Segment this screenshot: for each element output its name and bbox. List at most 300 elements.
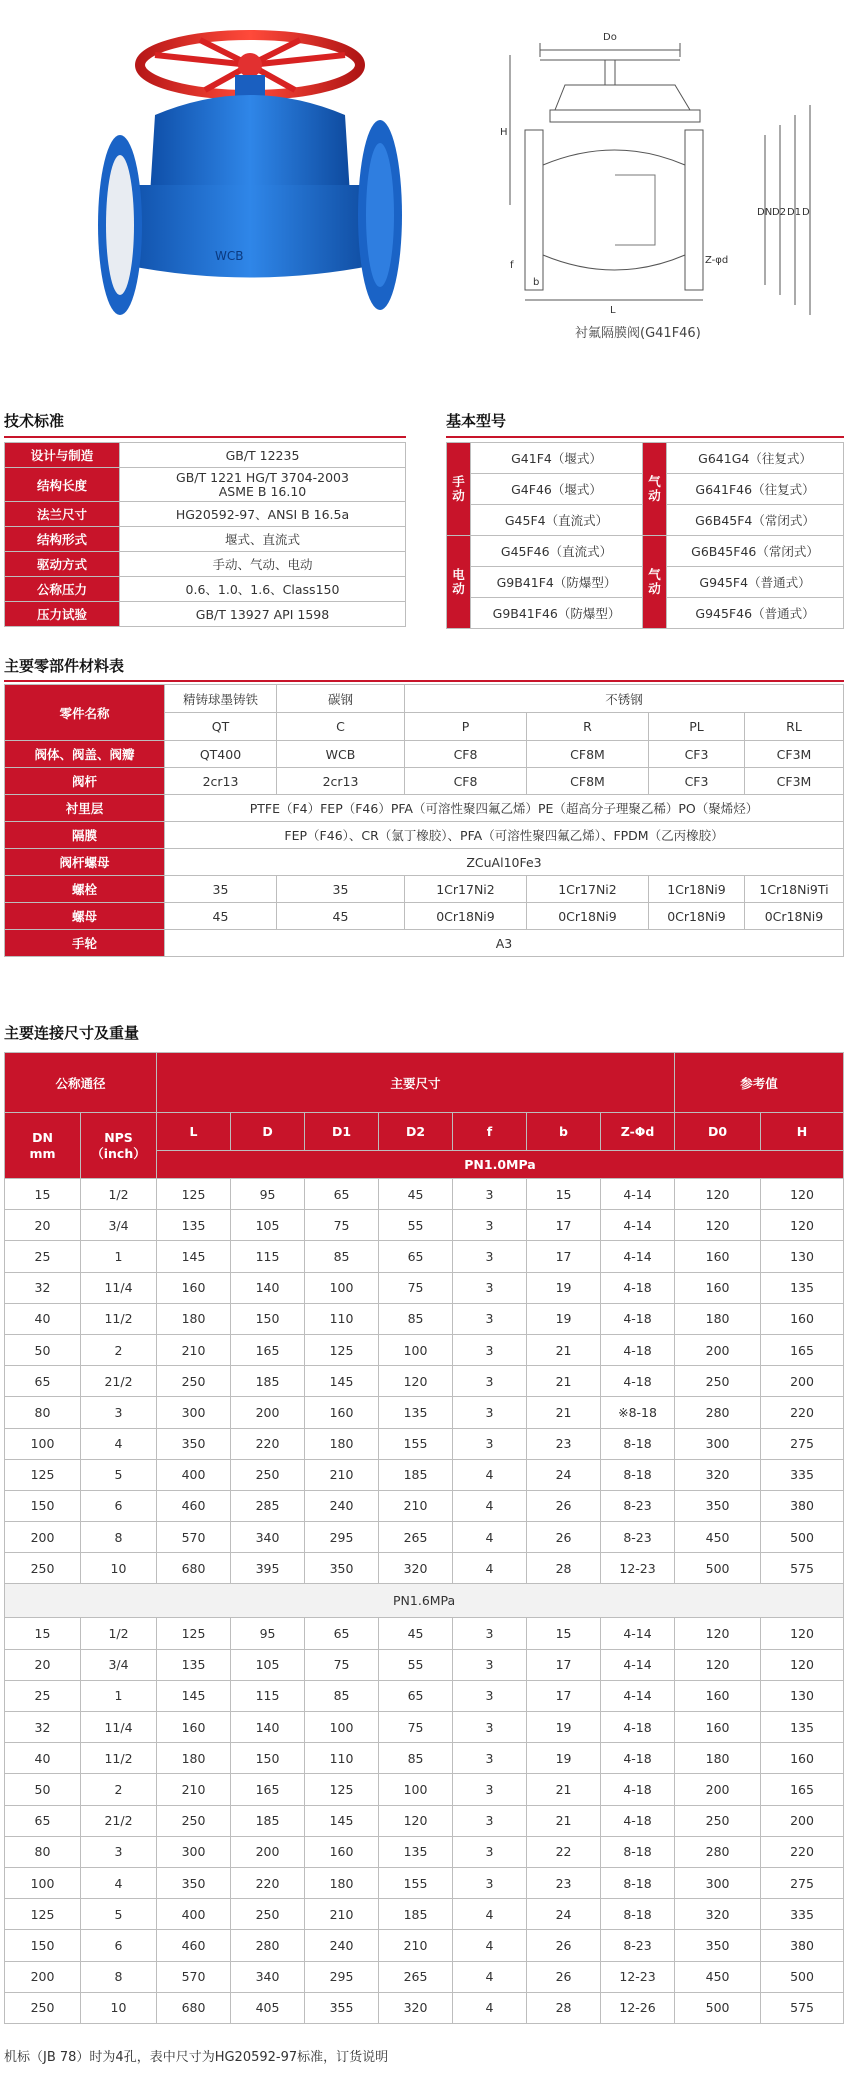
dim-cell: 160 (305, 1836, 379, 1867)
dim-cell: 4-14 (601, 1680, 675, 1711)
dim-cell: 460 (157, 1490, 231, 1521)
dim-cell: 180 (157, 1303, 231, 1334)
nps-cell: 21/2 (81, 1805, 157, 1836)
dim-cell: 200 (761, 1366, 844, 1397)
dim-cell: 160 (157, 1712, 231, 1743)
dim-cell: 110 (305, 1303, 379, 1334)
d2-label: D2 (772, 207, 787, 218)
main-dims-header: 主要尺寸 (157, 1053, 675, 1113)
dn-cell: 32 (5, 1272, 81, 1303)
table-row (5, 1961, 844, 1992)
models-table (446, 442, 844, 629)
ref-header: 参考值 (675, 1053, 844, 1113)
section-drawing (495, 15, 825, 315)
table-row (5, 1930, 844, 1961)
col-header: f (453, 1113, 527, 1151)
dim-cell: 110 (305, 1743, 379, 1774)
dim-cell: 3 (453, 1836, 527, 1867)
nps-cell: 1/2 (81, 1618, 157, 1649)
pn1-body (5, 1179, 844, 1584)
dim-cell: 185 (379, 1459, 453, 1490)
carbon-header: 碳钢 (277, 685, 405, 713)
dn-cell: 15 (5, 1618, 81, 1649)
dim-cell: 135 (379, 1836, 453, 1867)
material-key: 阀体、阀盖、阀瓣 (5, 741, 165, 768)
dim-cell: 4-14 (601, 1210, 675, 1241)
material-cell: 1Cr17Ni2 (527, 876, 649, 903)
dn-cell: 40 (5, 1303, 81, 1334)
dim-cell: 450 (675, 1961, 761, 1992)
dim-cell: 185 (379, 1899, 453, 1930)
dim-cell: 4 (453, 1553, 527, 1584)
table-row (5, 1899, 844, 1930)
drawing-caption: 衬氟隔膜阀(G41F46) (575, 326, 701, 341)
code-cell: P (405, 713, 527, 741)
nps-cell: 5 (81, 1459, 157, 1490)
dim-cell: 17 (527, 1210, 601, 1241)
dn-cell: 200 (5, 1961, 81, 1992)
dim-cell: 180 (157, 1743, 231, 1774)
diaphragm-value: FEP（F46）、CR（氯丁橡胶）、PFA（可溶性聚四氟乙烯）、FPDM（乙丙橡胶） (165, 822, 844, 849)
material-cell: 0Cr18Ni9 (745, 903, 844, 930)
dim-cell: 4-18 (601, 1366, 675, 1397)
dim-cell: 4-14 (601, 1179, 675, 1210)
dn-cell: 125 (5, 1459, 81, 1490)
material-cell: QT400 (165, 741, 277, 768)
dim-cell: 4-18 (601, 1303, 675, 1334)
material-cell: CF8M (527, 741, 649, 768)
material-key: 阀杆 (5, 768, 165, 795)
dim-cell: 275 (761, 1428, 844, 1459)
dim-cell: 21 (527, 1805, 601, 1836)
dim-cell: 160 (761, 1303, 844, 1334)
materials-line (4, 680, 844, 682)
dn-cell: 250 (5, 1992, 81, 2023)
table-row (5, 1179, 844, 1210)
nps-cell: 11/2 (81, 1303, 157, 1334)
dim-cell: 200 (675, 1774, 761, 1805)
table-row (5, 1241, 844, 1272)
dim-cell: 4-18 (601, 1334, 675, 1365)
dim-cell: 19 (527, 1712, 601, 1743)
nps-cell: 3/4 (81, 1210, 157, 1241)
dim-cell: 210 (305, 1899, 379, 1930)
material-cell: 45 (165, 903, 277, 930)
dim-cell: 3 (453, 1210, 527, 1241)
material-cell: CF8 (405, 768, 527, 795)
dim-cell: 500 (675, 1553, 761, 1584)
dim-cell: 8-18 (601, 1459, 675, 1490)
material-cell: 35 (165, 876, 277, 903)
dim-cell: 160 (675, 1680, 761, 1711)
dim-cell: 340 (231, 1522, 305, 1553)
model-item: G45F4（直流式） (471, 505, 643, 536)
nps-cell: 11/4 (81, 1272, 157, 1303)
dim-cell: 3 (453, 1179, 527, 1210)
dim-cell: 3 (453, 1366, 527, 1397)
dim-cell: 65 (305, 1618, 379, 1649)
table-row (5, 1397, 844, 1428)
table-row (5, 1522, 844, 1553)
dim-cell: 350 (305, 1553, 379, 1584)
dim-cell: 240 (305, 1930, 379, 1961)
dim-cell: 21 (527, 1774, 601, 1805)
dim-cell: 65 (305, 1179, 379, 1210)
model-item: G945F4（普通式） (667, 567, 844, 598)
dim-cell: 4 (453, 1930, 527, 1961)
dim-cell: 150 (231, 1743, 305, 1774)
code-cell: C (277, 713, 405, 741)
dim-cell: 165 (231, 1774, 305, 1805)
dim-cell: 26 (527, 1490, 601, 1521)
dim-cell: 8-18 (601, 1428, 675, 1459)
diaphragm-key: 隔膜 (5, 822, 165, 849)
dim-cell: 200 (761, 1805, 844, 1836)
dim-cell: 300 (157, 1397, 231, 1428)
dim-cell: 210 (157, 1774, 231, 1805)
dim-cell: 85 (305, 1241, 379, 1272)
dim-cell: 280 (231, 1930, 305, 1961)
col-header: H (761, 1113, 844, 1151)
dim-cell: 145 (157, 1680, 231, 1711)
table-row (5, 1553, 844, 1584)
table-row (5, 1334, 844, 1365)
dim-cell: 130 (761, 1241, 844, 1272)
nps-cell: 11/4 (81, 1712, 157, 1743)
material-cell: 1Cr18Ni9Ti (745, 876, 844, 903)
pneumatic-label: 气动 (643, 536, 667, 629)
dim-cell: 130 (761, 1680, 844, 1711)
dim-cell: 200 (231, 1397, 305, 1428)
dim-cell: 4-18 (601, 1712, 675, 1743)
dim-cell: 350 (157, 1867, 231, 1898)
dn-cell: 20 (5, 1210, 81, 1241)
dn-cell: 80 (5, 1836, 81, 1867)
dim-cell: 120 (675, 1210, 761, 1241)
dim-cell: 23 (527, 1428, 601, 1459)
dim-cell: 21 (527, 1334, 601, 1365)
dim-cell: 100 (305, 1712, 379, 1743)
dim-cell: 85 (379, 1303, 453, 1334)
nps-cell: 11/2 (81, 1743, 157, 1774)
dim-cell: 250 (157, 1805, 231, 1836)
dim-cell: 240 (305, 1490, 379, 1521)
dim-cell: 295 (305, 1961, 379, 1992)
model-item: G9B41F4（防爆型） (471, 567, 643, 598)
tech-key: 公称压力 (5, 577, 120, 602)
dim-cell: 75 (379, 1712, 453, 1743)
code-cell: PL (649, 713, 745, 741)
material-cell: CF8 (405, 741, 527, 768)
dim-cell: 15 (527, 1618, 601, 1649)
dim-cell: 350 (675, 1490, 761, 1521)
dim-cell: 570 (157, 1961, 231, 1992)
dim-cell: 210 (305, 1459, 379, 1490)
dn-cell: 65 (5, 1366, 81, 1397)
dim-cell: 210 (379, 1930, 453, 1961)
dim-cell: 105 (231, 1210, 305, 1241)
dim-cell: 200 (231, 1836, 305, 1867)
dim-cell: 3 (453, 1680, 527, 1711)
dim-cell: 4 (453, 1992, 527, 2023)
dim-cell: 160 (675, 1272, 761, 1303)
dim-cell: 680 (157, 1553, 231, 1584)
tech-key: 结构长度 (5, 468, 120, 502)
dim-cell: 280 (675, 1836, 761, 1867)
h-label: H (500, 127, 508, 138)
model-item: G945F46（普通式） (667, 598, 844, 629)
dim-cell: 3 (453, 1303, 527, 1334)
table-row (5, 1490, 844, 1521)
dim-cell: 460 (157, 1930, 231, 1961)
dim-cell: 145 (305, 1805, 379, 1836)
pneumatic-label: 气动 (643, 443, 667, 536)
dim-cell: 405 (231, 1992, 305, 2023)
dim-cell: 320 (675, 1899, 761, 1930)
table-row (5, 1303, 844, 1334)
dim-cell: 4-18 (601, 1805, 675, 1836)
dim-cell: 250 (157, 1366, 231, 1397)
table-row (5, 1774, 844, 1805)
model-item: G6B45F46（常闭式） (667, 536, 844, 567)
dim-cell: 140 (231, 1712, 305, 1743)
model-item: G6B45F4（常闭式） (667, 505, 844, 536)
handwheel-key: 手轮 (5, 930, 165, 957)
dim-cell: 22 (527, 1836, 601, 1867)
dim-cell: 45 (379, 1179, 453, 1210)
dim-cell: 4-14 (601, 1649, 675, 1680)
table-row (5, 1272, 844, 1303)
dim-cell: 300 (675, 1428, 761, 1459)
dim-cell: 8-23 (601, 1930, 675, 1961)
dim-cell: 450 (675, 1522, 761, 1553)
nps-cell: 6 (81, 1490, 157, 1521)
dim-cell: 8-18 (601, 1836, 675, 1867)
dim-cell: 220 (761, 1397, 844, 1428)
dim-cell: 350 (675, 1930, 761, 1961)
dim-cell: 285 (231, 1490, 305, 1521)
dim-cell: 250 (231, 1459, 305, 1490)
dn-cell: 40 (5, 1743, 81, 1774)
do-label: Do (603, 32, 617, 43)
dim-cell: 12-23 (601, 1553, 675, 1584)
dim-cell: 95 (231, 1179, 305, 1210)
dim-cell: 220 (761, 1836, 844, 1867)
dim-cell: 380 (761, 1930, 844, 1961)
tech-value: GB/T 12235 (120, 443, 406, 468)
dim-cell: 17 (527, 1680, 601, 1711)
dim-cell: 320 (379, 1553, 453, 1584)
dn-cell: 15 (5, 1179, 81, 1210)
pn2-body (5, 1618, 844, 2023)
dim-cell: 23 (527, 1867, 601, 1898)
nps-cell: 10 (81, 1553, 157, 1584)
part-name-header: 零件名称 (5, 685, 165, 741)
nps-cell: 8 (81, 1522, 157, 1553)
dim-cell: 120 (379, 1366, 453, 1397)
nominal-header: 公称通径 (5, 1053, 157, 1113)
dim-cell: 4-14 (601, 1241, 675, 1272)
nps-cell: 2 (81, 1334, 157, 1365)
material-cell: CF3 (649, 768, 745, 795)
dim-cell: 160 (761, 1743, 844, 1774)
materials-title: 主要零部件材料表 (4, 657, 125, 675)
dim-cell: 150 (231, 1303, 305, 1334)
col-header: D (231, 1113, 305, 1151)
dim-cell: 3 (453, 1649, 527, 1680)
dn-cell: 100 (5, 1867, 81, 1898)
dim-cell: 120 (675, 1649, 761, 1680)
dim-cell: 400 (157, 1459, 231, 1490)
nps-cell: 3 (81, 1397, 157, 1428)
dim-cell: 220 (231, 1867, 305, 1898)
dim-cell: 135 (157, 1649, 231, 1680)
dim-cell: 500 (761, 1961, 844, 1992)
dim-cell: 28 (527, 1553, 601, 1584)
model-item: G41F4（堰式） (471, 443, 643, 474)
tech-key: 法兰尺寸 (5, 502, 120, 527)
dim-cell: 145 (305, 1366, 379, 1397)
dim-cell: 26 (527, 1522, 601, 1553)
svg-text:WCB: WCB (215, 249, 244, 263)
material-cell: CF8M (527, 768, 649, 795)
valve-photo (95, 15, 405, 330)
dn-cell: 250 (5, 1553, 81, 1584)
dim-cell: 380 (761, 1490, 844, 1521)
nps-cell: 8 (81, 1961, 157, 1992)
tech-key: 压力试验 (5, 602, 120, 627)
dim-cell: 3 (453, 1774, 527, 1805)
dim-cell: 265 (379, 1961, 453, 1992)
stainless-header: 不锈钢 (405, 685, 844, 713)
dim-cell: 15 (527, 1179, 601, 1210)
table-row (5, 1680, 844, 1711)
dim-cell: 335 (761, 1899, 844, 1930)
code-cell: RL (745, 713, 844, 741)
material-cell: WCB (277, 741, 405, 768)
tech-value: GB/T 1221 HG/T 3704-2003 ASME B 16.10 (120, 468, 406, 502)
dim-cell: 8-23 (601, 1490, 675, 1521)
dn-label: DN (757, 207, 773, 218)
dim-cell: 28 (527, 1992, 601, 2023)
dim-cell: 100 (305, 1272, 379, 1303)
dim-cell: 55 (379, 1649, 453, 1680)
dn-cell: 32 (5, 1712, 81, 1743)
dim-cell: 135 (761, 1272, 844, 1303)
material-cell: 0Cr18Ni9 (405, 903, 527, 930)
dim-cell: 180 (305, 1428, 379, 1459)
dim-cell: 21 (527, 1397, 601, 1428)
material-key: 螺母 (5, 903, 165, 930)
nps-cell: 3/4 (81, 1649, 157, 1680)
dn-cell: 25 (5, 1680, 81, 1711)
dim-cell: 4-18 (601, 1743, 675, 1774)
d-label: D (802, 207, 810, 218)
dim-cell: 320 (675, 1459, 761, 1490)
dim-cell: 8-18 (601, 1867, 675, 1898)
materials-table (4, 684, 844, 957)
material-cell: CF3M (745, 741, 844, 768)
dim-cell: 4 (453, 1899, 527, 1930)
manual-label: 手动 (447, 443, 471, 536)
tech-value: 0.6、1.0、1.6、Class150 (120, 577, 406, 602)
col-header: L (157, 1113, 231, 1151)
dim-cell: 355 (305, 1992, 379, 2023)
dn-cell: 50 (5, 1334, 81, 1365)
dim-cell: 160 (675, 1712, 761, 1743)
dim-cell: 185 (231, 1805, 305, 1836)
nps-cell: 1 (81, 1680, 157, 1711)
dim-cell: 45 (379, 1618, 453, 1649)
dim-cell: 115 (231, 1241, 305, 1272)
nps-cell: 4 (81, 1428, 157, 1459)
nps-cell: 10 (81, 1992, 157, 2023)
dim-cell: 165 (231, 1334, 305, 1365)
dim-cell: 165 (761, 1774, 844, 1805)
dim-cell: 3 (453, 1241, 527, 1272)
table-row (5, 1649, 844, 1680)
dim-cell: 12-26 (601, 1992, 675, 2023)
dim-cell: 180 (305, 1867, 379, 1898)
dim-cell: 125 (305, 1334, 379, 1365)
dim-cell: 575 (761, 1992, 844, 2023)
table-row (5, 1210, 844, 1241)
col-header: b (527, 1113, 601, 1151)
dim-cell: 105 (231, 1649, 305, 1680)
dims-table (4, 1052, 844, 2024)
tech-value: GB/T 13927 API 1598 (120, 602, 406, 627)
stemnut-value: ZCuAl10Fe3 (165, 849, 844, 876)
table-row (5, 1366, 844, 1397)
dim-cell: 26 (527, 1930, 601, 1961)
dim-cell: 100 (379, 1334, 453, 1365)
material-cell: 1Cr17Ni2 (405, 876, 527, 903)
tech-value: HG20592-97、ANSI B 16.5a (120, 502, 406, 527)
dim-cell: 100 (379, 1774, 453, 1805)
dim-cell: 3 (453, 1805, 527, 1836)
model-item: G641F46（往复式） (667, 474, 844, 505)
dim-cell: 145 (157, 1241, 231, 1272)
electric-label: 电动 (447, 536, 471, 629)
dim-cell: 135 (157, 1210, 231, 1241)
pn1-header: PN1.0MPa (157, 1151, 844, 1179)
dim-cell: 250 (231, 1899, 305, 1930)
dim-cell: 85 (379, 1743, 453, 1774)
material-cell: 35 (277, 876, 405, 903)
dim-cell: 4-14 (601, 1618, 675, 1649)
code-cell: R (527, 713, 649, 741)
table-row (5, 1805, 844, 1836)
b-label: b (533, 277, 540, 288)
model-item: G9B41F46（防爆型） (471, 598, 643, 629)
tech-title: 技术标准 (4, 412, 65, 430)
dim-cell: 65 (379, 1680, 453, 1711)
dim-cell: 19 (527, 1272, 601, 1303)
l-label: L (610, 305, 616, 315)
material-cell: 45 (277, 903, 405, 930)
dim-cell: 335 (761, 1459, 844, 1490)
model-item: G45F46（直流式） (471, 536, 643, 567)
dim-cell: 120 (761, 1179, 844, 1210)
dim-cell: 395 (231, 1553, 305, 1584)
tech-value: 手动、气动、电动 (120, 552, 406, 577)
dim-cell: 4 (453, 1961, 527, 1992)
zd-label: Z-φd (705, 255, 729, 266)
dim-cell: 280 (675, 1397, 761, 1428)
dim-cell: 185 (231, 1366, 305, 1397)
dim-cell: 3 (453, 1618, 527, 1649)
dim-cell: 575 (761, 1553, 844, 1584)
